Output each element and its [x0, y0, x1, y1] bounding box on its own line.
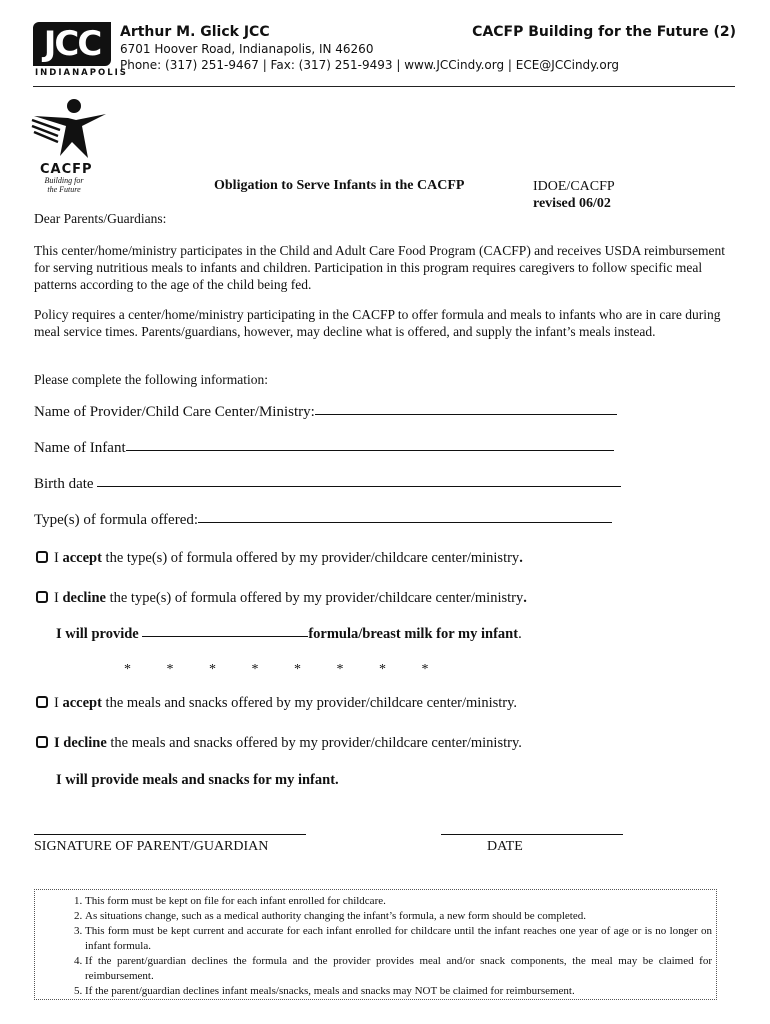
formula-decline-checkbox[interactable] [36, 591, 48, 603]
meals-accept-checkbox[interactable] [36, 696, 48, 708]
document-title: Obligation to Serve Infants in the CACFP [214, 178, 465, 193]
formula-provide-suffix: formula/breast milk for my infant [308, 626, 519, 642]
formula-type-line[interactable] [198, 521, 612, 523]
note-item: 4. If the parent/guardian declines the formula and the provider provides meal and/or snack components, the meal may be claimed for reimbursement. [85, 954, 712, 984]
org-contact: Phone: (317) 251-9467 | Fax: (317) 251-9493 | www.JCCindy.org | ECE@JCCindy.org [120, 58, 620, 72]
instruction: Please complete the following information: [34, 372, 268, 387]
formula-provide-blank[interactable] [142, 635, 308, 637]
document-code [533, 178, 615, 212]
date-label: DATE [487, 839, 523, 854]
formula-accept-option[interactable]: I accept the type(s) of formula offered by my provider/childcare center/ministry. [36, 550, 523, 567]
infant-name-label: Name of Infant [34, 440, 126, 456]
formula-provide-line[interactable]: I will provide formula/breast milk for my infant. [56, 626, 522, 642]
cacfp-tagline-line-1: Building for [44, 176, 84, 185]
paragraph-1: This center/home/ministry participates in the Child and Adult Care Food Program (CACFP) and receives USDA reimbursement for serving nutritious meals to infants and children. Participation in this program requires caregivers to follow specific meal patterns according to the age of the child being fed. [34, 243, 726, 292]
cacfp-logo-tagline [44, 176, 84, 194]
jcc-logo-letters: JCC [33, 22, 111, 66]
infant-name-line[interactable] [126, 449, 614, 451]
document-revision: revised 06/02 [533, 196, 611, 211]
meals-decline-option[interactable] [36, 735, 522, 752]
note-item: 5. If the parent/guardian declines infant meals/snacks, meals and snacks may NOT be claimed for reimbursement. [85, 984, 712, 999]
birth-date-line[interactable] [97, 485, 621, 487]
formula-accept-prefix: I [54, 550, 63, 566]
program-title: CACFP Building for the Future (2) [472, 24, 736, 40]
meals-accept-text: the meals and snacks offered by my provider/childcare center/ministry. [101, 695, 518, 711]
birth-date-label: Birth date [34, 476, 94, 492]
cacfp-tagline-line-2: the Future [47, 185, 81, 194]
jcc-logo [33, 22, 111, 74]
formula-accept-text: the type(s) of formula offered by my provider/childcare center/ministry [101, 550, 520, 566]
meals-decline-checkbox[interactable] [36, 736, 48, 748]
provider-name-label: Name of Provider/Child Care Center/Ministry: [34, 404, 315, 420]
birth-date-field[interactable] [34, 476, 621, 493]
paragraph-2: Policy requires a center/home/ministry participating in the CACFP to offer formula and meals to infants who are in care during meal service times. Parents/guardians, however, may decline what is offered, and supply the infant’s meals instead. [34, 307, 721, 339]
formula-accept-checkbox[interactable] [36, 551, 48, 563]
note-item: 2. As situations change, such as a medical authority changing the infant’s formula, a new form should be completed. [85, 909, 712, 924]
meals-accept-prefix: I [54, 695, 63, 711]
cacfp-logo-name: CACFP [40, 162, 93, 177]
section-separator-stars: * * * * * * * * [124, 662, 429, 677]
infant-name-field[interactable] [34, 440, 614, 457]
parent-signature-label: SIGNATURE OF PARENT/GUARDIAN [34, 839, 269, 854]
formula-type-field[interactable] [34, 512, 612, 529]
meals-accept-keyword: accept [62, 695, 102, 711]
provider-name-line[interactable] [315, 413, 617, 415]
formula-provide-prefix: I will provide [56, 626, 139, 642]
formula-decline-prefix: I [54, 590, 63, 606]
date-line[interactable] [441, 834, 623, 835]
provider-name-field[interactable] [34, 404, 617, 421]
formula-accept-keyword: accept [62, 550, 102, 566]
formula-decline-text: the type(s) of formula offered by my provider/childcare center/ministry [105, 590, 524, 606]
cacfp-figure-icon [30, 96, 110, 162]
parent-signature-line[interactable] [34, 834, 306, 835]
header-divider [33, 86, 735, 87]
meals-accept-option[interactable] [36, 695, 517, 712]
meals-provide-line: I will provide meals and snacks for my infant. [56, 772, 339, 788]
formula-decline-keyword: decline [62, 590, 106, 606]
meals-decline-text: the meals and snacks offered by my provider/childcare center/ministry. [106, 735, 522, 751]
notes-box [34, 889, 717, 1000]
note-item: 1. This form must be kept on file for each infant enrolled for childcare. [85, 894, 712, 909]
org-address: 6701 Hoover Road, Indianapolis, IN 46260 [120, 42, 374, 56]
formula-type-label: Type(s) of formula offered: [34, 512, 199, 528]
document-code-line-1: IDOE/CACFP [533, 179, 615, 194]
jcc-logo-city: INDIANAPOLIS [35, 68, 128, 78]
org-name: Arthur M. Glick JCC [120, 24, 270, 40]
meals-decline-keyword: I decline [54, 735, 107, 751]
salutation: Dear Parents/Guardians: [34, 211, 167, 226]
formula-decline-option[interactable]: I decline the type(s) of formula offered by my provider/childcare center/ministry. [36, 590, 527, 607]
notes-list [43, 894, 712, 999]
note-item: 3. This form must be kept current and accurate for each infant enrolled for childcare until the infant reaches one year of age or is no longer on infant formula. [85, 924, 712, 954]
